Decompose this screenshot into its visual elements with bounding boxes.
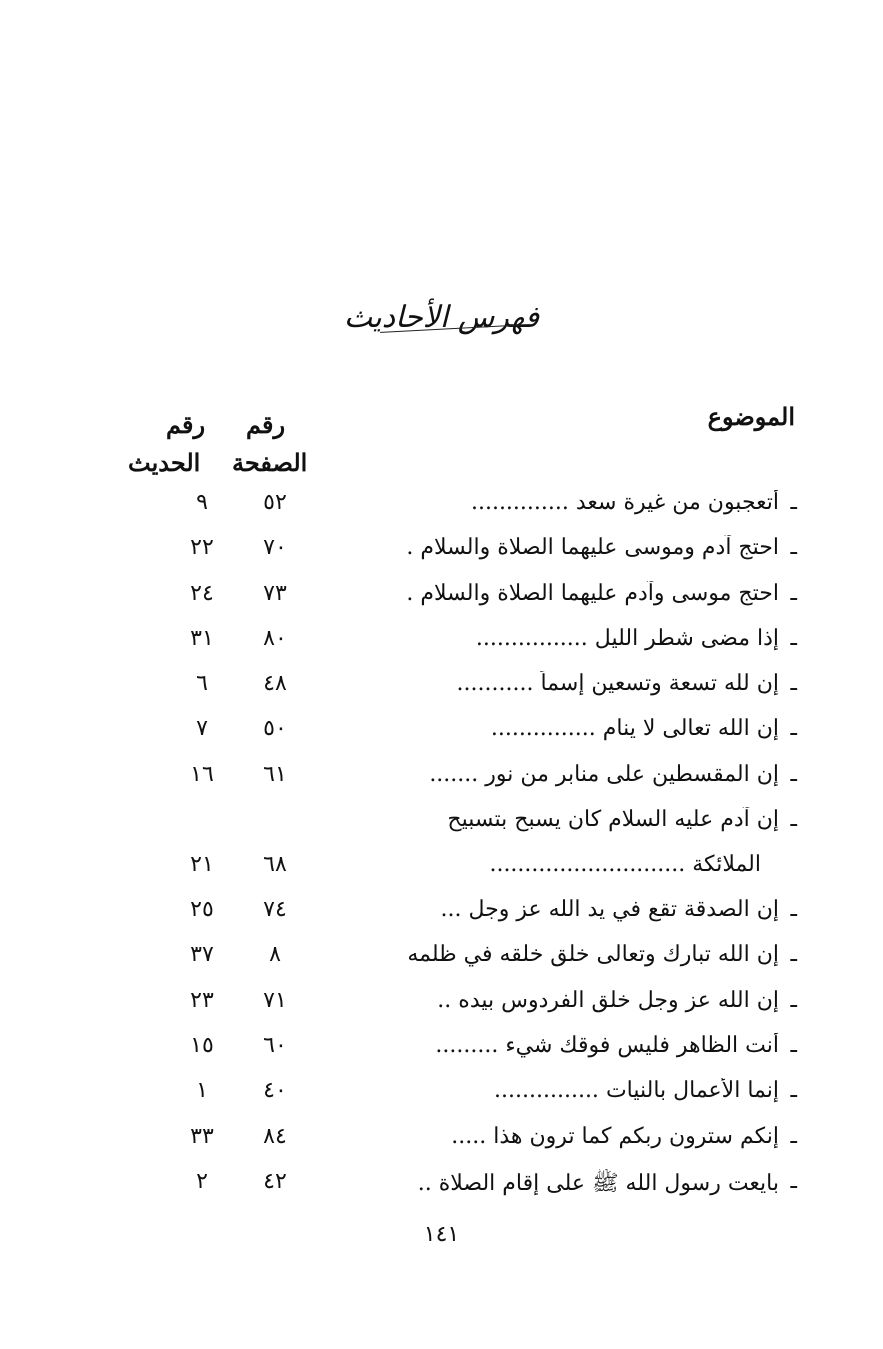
entry-topic: إن آدم عليه السلام كان يسبح بتسبيح [447,807,779,833]
entry-topic: إن المقسطين على منابر من نور [485,761,779,787]
index-entry [0,1027,883,1072]
entry-topic: احتج آدم وموسى عليهما الصلاة والسلام [420,535,779,561]
index-entry [0,982,883,1027]
entry-page-number: ٤٢ [263,1168,287,1194]
entry-topic: إن الله عز وجل خلق الفردوس بيده [458,987,779,1013]
entry-hadith-number: ١٥ [190,1032,214,1058]
entry-page-number: ٧٤ [263,897,287,923]
entry-page-number: ٧٣ [263,580,287,606]
entry-dots: .. [417,1170,432,1196]
entry-hadith-number: ١ [196,1078,208,1104]
entry-page-number: ٨٤ [263,1123,287,1149]
entry-page-number: ٦١ [263,761,287,787]
entry-topic: إن الصدقة تقع في يد الله عز وجل [468,897,779,923]
entry-dots: . [406,580,414,606]
entry-hadith-number: ١٦ [190,761,214,787]
page-number: ١٤١ [423,1222,460,1247]
entry-dash: ـ [790,490,797,515]
entry-page-number: ٤٨ [263,671,287,697]
index-entry [0,575,883,620]
entry-page-number: ٧١ [263,987,287,1013]
header-hadith-line1: رقم [166,410,206,439]
entry-hadith-number: ٢١ [190,852,214,878]
entry-topic: إن الله تعالى لا ينام [602,716,779,742]
index-entry [0,1118,883,1163]
index-entry [0,936,883,981]
entry-dots: .............. [470,490,569,515]
entry-topic: احتج موسى وآدم عليهما الصلاة والسلام [420,580,779,606]
entry-dots: ........... [456,671,534,697]
entry-hadith-number: ٢٣ [190,987,214,1013]
index-entry [0,891,883,936]
entry-topic: بايعت رسول الله ﷺ على إقام الصلاة [438,1170,779,1196]
entry-dots: ............... [490,716,596,742]
entry-hadith-number: ٩ [196,490,208,515]
entry-dash: ـ [790,761,797,787]
entry-dash: ـ [790,807,797,833]
header-page-line1: رقم [246,410,286,439]
entry-dots: ..... [451,1123,487,1149]
index-entry [0,1072,883,1117]
entry-topic: أتعجبون من غيرة سعد [575,490,779,515]
index-list [0,484,883,1208]
index-entry [0,801,883,891]
entry-dots: ............................ [489,852,686,878]
entry-dash: ـ [790,1032,797,1058]
entry-dash: ـ [790,897,797,923]
entry-topic-continuation: الملائكة [692,852,761,878]
index-entry [0,484,883,529]
entry-dash: ـ [790,535,797,561]
entry-topic: إنما الأعمال بالنيات [605,1078,779,1104]
entry-topic: إذا مضى شطر الليل [594,625,779,651]
entry-dash: ـ [790,716,797,742]
index-entry [0,529,883,574]
entry-dash: ـ [790,1078,797,1104]
header-topic: الموضوع [707,402,795,431]
index-entry [0,756,883,801]
entry-dots: ... [440,897,462,923]
entry-page-number: ٦٠ [263,1032,287,1058]
entry-dash: ـ [790,987,797,1013]
entry-dash: ـ [790,1168,797,1194]
entry-dash: ـ [790,1123,797,1149]
header-page-line2: الصفحة [232,448,308,477]
entry-dots: ....... [429,761,479,787]
entry-page-number: ٧٠ [263,535,287,561]
index-entry [0,710,883,755]
page-title: فهرس الأحاديث [343,300,540,335]
entry-page-number: ٥٢ [263,490,287,515]
entry-hadith-number: ٢٢ [190,535,214,561]
index-entry [0,620,883,665]
entry-page-number: ٥٠ [263,716,287,742]
entry-hadith-number: ٢٤ [190,580,214,606]
entry-dots: ................ [475,625,588,651]
index-entry [0,665,883,710]
entry-dash: ـ [790,671,797,697]
entry-hadith-number: ٢ [196,1168,208,1194]
entry-dash: ـ [790,625,797,651]
entry-topic: إن الله تبارك وتعالى خلق خلقه في ظلمه [407,942,779,968]
entry-dots: . [406,535,414,561]
entry-dash: ـ [790,942,797,968]
entry-dash: ـ [790,580,797,606]
entry-topic: إنكم سترون ربكم كما ترون هذا [493,1123,779,1149]
index-entry [0,1163,883,1208]
entry-page-number: ٤٠ [263,1078,287,1104]
entry-topic: إن لله تسعة وتسعين إسماً [540,671,779,697]
entry-hadith-number: ٧ [196,716,208,742]
entry-hadith-number: ٣١ [190,625,214,651]
entry-page-number: ٨ [269,942,281,968]
entry-dots: ......... [435,1032,499,1058]
entry-page-number: ٨٠ [263,625,287,651]
entry-hadith-number: ٣٧ [190,942,214,968]
entry-topic: أنت الظاهر فليس فوقك شيء [505,1032,779,1058]
entry-dots: .. [437,987,452,1013]
entry-dots: ............... [494,1078,599,1104]
entry-hadith-number: ٢٥ [190,897,214,923]
entry-hadith-number: ٣٣ [190,1123,214,1149]
entry-page-number: ٦٨ [263,852,287,878]
header-hadith-line2: الحديث [128,448,201,477]
entry-hadith-number: ٦ [196,671,208,697]
